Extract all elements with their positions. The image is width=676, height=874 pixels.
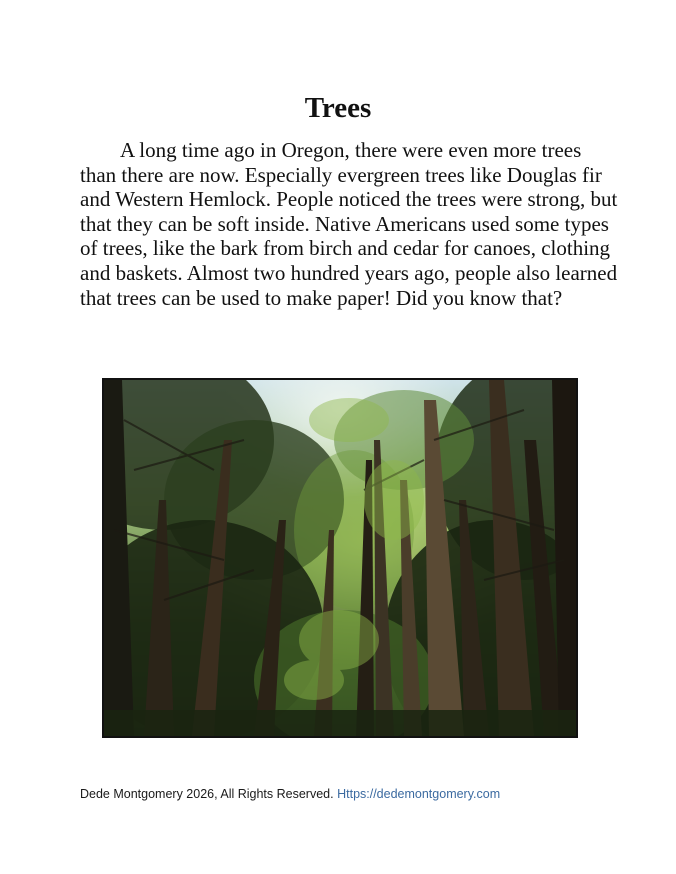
footer xyxy=(80,787,500,801)
body-paragraph: A long time ago in Oregon, there were even more trees than there are now. Especially evergreen trees like Douglas fir and Western Hemlock. People noticed the trees were strong, but that they can be soft inside. Native Americans used some types of trees, like the bark from birch and cedar for canoes, clothing and baskets. Almost two hundred years ago, people also learned that trees can be used to make paper! Did you know that? xyxy=(80,138,618,310)
forest-photo xyxy=(102,378,578,738)
forest-photo-image xyxy=(104,380,576,736)
page-title: Trees xyxy=(304,92,372,124)
website-link[interactable]: Https://dedemontgomery.com xyxy=(337,787,501,801)
copyright-text: Dede Montgomery 2026, All Rights Reserved. xyxy=(80,787,334,801)
